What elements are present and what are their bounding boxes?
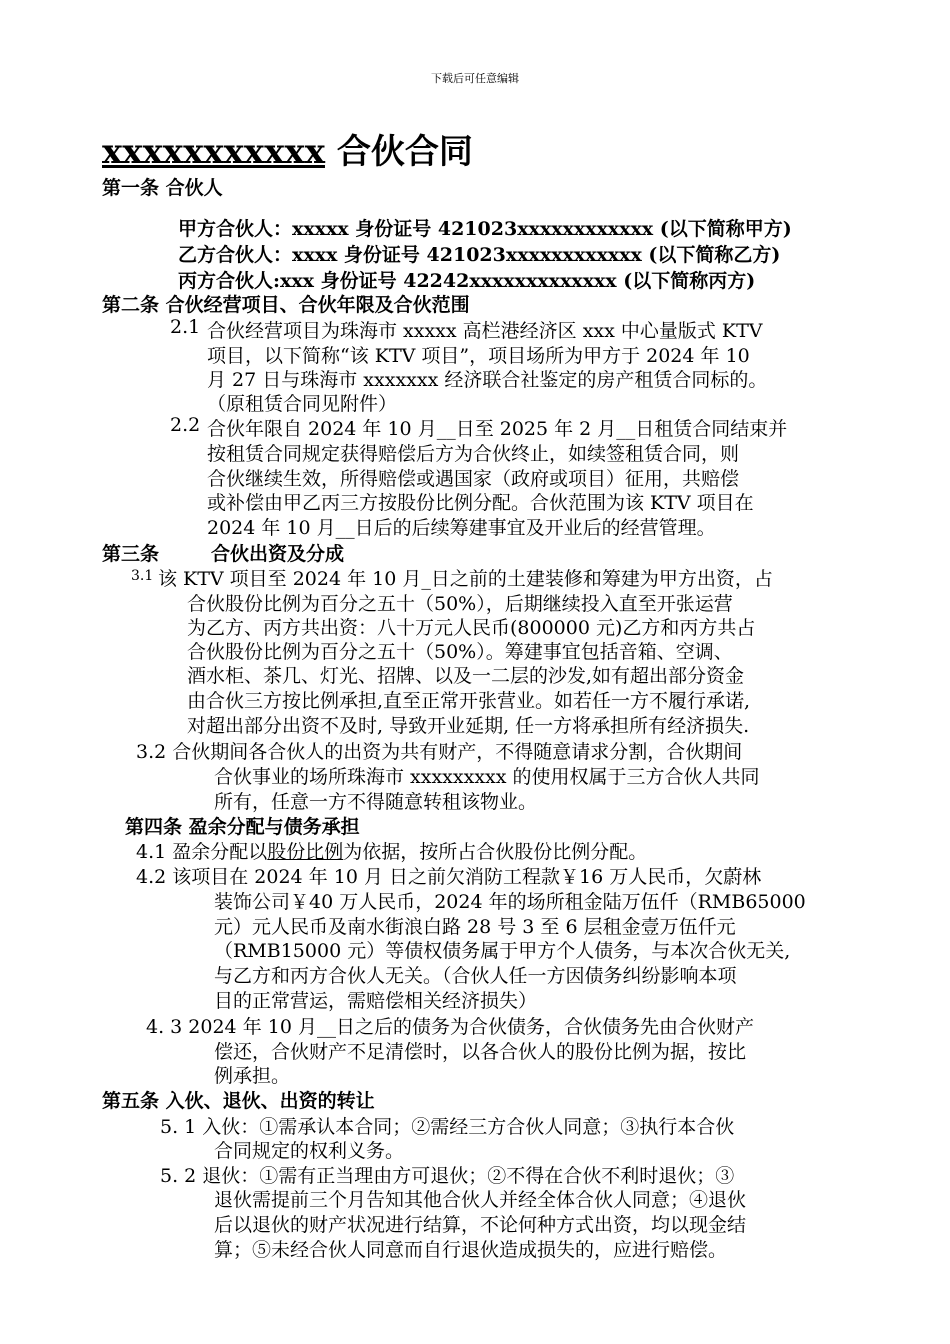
- clause-4-2-line: 元）元人民币及南水街浪白路 28 号 3 至 6 层租金壹万伍仟元: [214, 916, 736, 938]
- clause-3-1-line: 为乙方、丙方共出资：八十万元人民币(800000 元)乙方和丙方共占: [187, 617, 756, 639]
- partner-a: 甲方合伙人：xxxxx 身份证号 421023xxxxxxxxxxxx (以下简称甲方): [178, 218, 792, 240]
- clause-2-1-number: 2.1: [170, 316, 201, 338]
- clause-5-2-line: 退伙需提前三个月告知其他合伙人并经全体合伙人同意；④退伙: [214, 1189, 747, 1211]
- article5-heading: 第五条 入伙、退伙、出资的转让: [102, 1090, 375, 1112]
- clause-4-1-text: 为依据，按所占合伙股份比例分配。: [343, 841, 648, 863]
- clause-2-1-line: 项目，以下简称“该 KTV 项目”，项目场所为甲方于 2024 年 10: [207, 345, 750, 367]
- clause-4-3-line: 偿还，合伙财产不足清偿时，以各合伙人的股份比例为据，按比: [214, 1041, 747, 1063]
- clause-3-1-line: 合伙股份比例为百分之五十（50%）。筹建事宜包括音箱、空调、: [187, 641, 733, 663]
- clause-2-1-line: （原租赁合同见附件）: [207, 393, 398, 415]
- clause-4-1: [136, 837, 647, 864]
- clause-4-3-line: 例承担。: [214, 1065, 291, 1087]
- clause-3-1-line: 由合伙三方按比例承担,直至正常开张营业。如若任一方不履行承诺,: [187, 690, 751, 712]
- clause-2-2-line: 或补偿由甲乙丙三方按股份比例分配。合伙范围为该 KTV 项目在: [207, 492, 754, 514]
- article1-heading: 第一条 合伙人: [102, 177, 223, 199]
- clause-3-1-line: 该 KTV 项目至 2024 年 10 月_日之前的土建装修和筹建为甲方出资，占: [158, 568, 773, 590]
- clause-3-2-line: 合伙事业的场所珠海市 xxxxxxxxx 的使用权属于三方合伙人共同: [214, 766, 760, 788]
- clause-3-1-line: 对超出部分出资不及时, 导致开业延期, 任一方将承担所有经济损失.: [187, 715, 750, 737]
- article2-heading: 第二条 合伙经营项目、合伙年限及合伙范围: [102, 294, 470, 316]
- clause-4-2-line: （RMB15000 元）等债权债务属于甲方个人债务，与本次合伙无关,: [214, 940, 791, 962]
- clause-2-2-number: 2.2: [170, 414, 201, 436]
- contract-title: [102, 124, 473, 173]
- article3-heading-title: 合伙出资及分成: [211, 543, 345, 565]
- clause-2-1-line: 合伙经营项目为珠海市 xxxxx 高栏港经济区 xxx 中心量版式 KTV: [207, 320, 763, 342]
- clause-2-2-line: 合伙继续生效，所得赔偿或遇国家（政府或项目）征用，共赔偿: [207, 468, 740, 490]
- clause-5-2-line: 算；⑤未经合伙人同意而自行退伙造成损失的，应进行赔偿。: [214, 1239, 728, 1261]
- clause-4-1-underlined: 股份比例: [267, 841, 344, 863]
- clause-2-1-line: 月 27 日与珠海市 xxxxxxx 经济联合社鉴定的房产租赁合同标的。: [207, 369, 768, 391]
- clause-5-1-line: 合同规定的权利义务。: [214, 1140, 405, 1162]
- clause-5-1-line: 5. 1 入伙：①需承认本合同；②需经三方合伙人同意；③执行本合伙: [160, 1116, 735, 1138]
- clause-2-2-line: 按租赁合同规定获得赔偿后方为合伙终止，如续签租赁合同，则: [207, 443, 740, 465]
- clause-4-2-line: 装饰公司￥40 万人民币，2024 年的场所租金陆万伍仟（RMB65000: [214, 891, 806, 913]
- contract-title-rest: 合伙合同: [336, 132, 473, 172]
- clause-2-2-line: 2024 年 10 月__日后的后续筹建事宜及开业后的经营管理。: [207, 517, 716, 539]
- clause-3-2-line: 3.2 合伙期间各合伙人的出资为共有财产，不得随意请求分割，合伙期间: [136, 741, 743, 763]
- contract-title-name: xxxxxxxxxxx: [102, 132, 325, 172]
- clause-4-2-line: 与乙方和丙方合伙人无关。（合伙人任一方因债务纠纷影响本项: [214, 965, 737, 987]
- clause-3-1-line: 酒水柜、茶几、灯光、招牌、以及一二层的沙发,如有超出部分资金: [187, 665, 745, 687]
- partner-c: 丙方合伙人:xxx 身份证号 42242xxxxxxxxxxxxx (以下简称丙方): [178, 270, 756, 292]
- article4-heading: 第四条 盈余分配与债务承担: [125, 816, 360, 838]
- clause-3-1-number: 3.1: [131, 568, 154, 584]
- article3-heading-label: 第三条: [102, 543, 160, 565]
- clause-5-2-line: 5. 2 退伙：①需有正当理由方可退伙；②不得在合伙不利时退伙；③: [160, 1165, 735, 1187]
- clause-4-2-line: 目的正常营运，需赔偿相关经济损失）: [214, 990, 538, 1012]
- clause-4-2-line: 4.2 该项目在 2024 年 10 月 日之前欠消防工程款￥16 万人民币，欠蔚林: [136, 866, 762, 888]
- clause-3-2-line: 所有，任意一方不得随意转租该物业。: [214, 791, 538, 813]
- clause-5-2-line: 后以退伙的财产状况进行结算，不论何种方式出资，均以现金结: [214, 1214, 747, 1236]
- clause-4-1-text: 4.1 盈余分配以: [136, 841, 268, 863]
- clause-3-1-line: 合伙股份比例为百分之五十（50%），后期继续投入直至开张运营: [187, 593, 733, 615]
- download-note: 下载后可任意编辑: [431, 72, 519, 85]
- clause-4-3-line: 4. 3 2024 年 10 月__日之后的债务为合伙债务，合伙债务先由合伙财产: [146, 1016, 754, 1038]
- partner-b: 乙方合伙人：xxxx 身份证号 421023xxxxxxxxxxxx (以下简称乙方): [178, 244, 781, 266]
- clause-2-2-line: 合伙年限自 2024 年 10 月__日至 2025 年 2 月__日租赁合同结束并: [207, 418, 788, 440]
